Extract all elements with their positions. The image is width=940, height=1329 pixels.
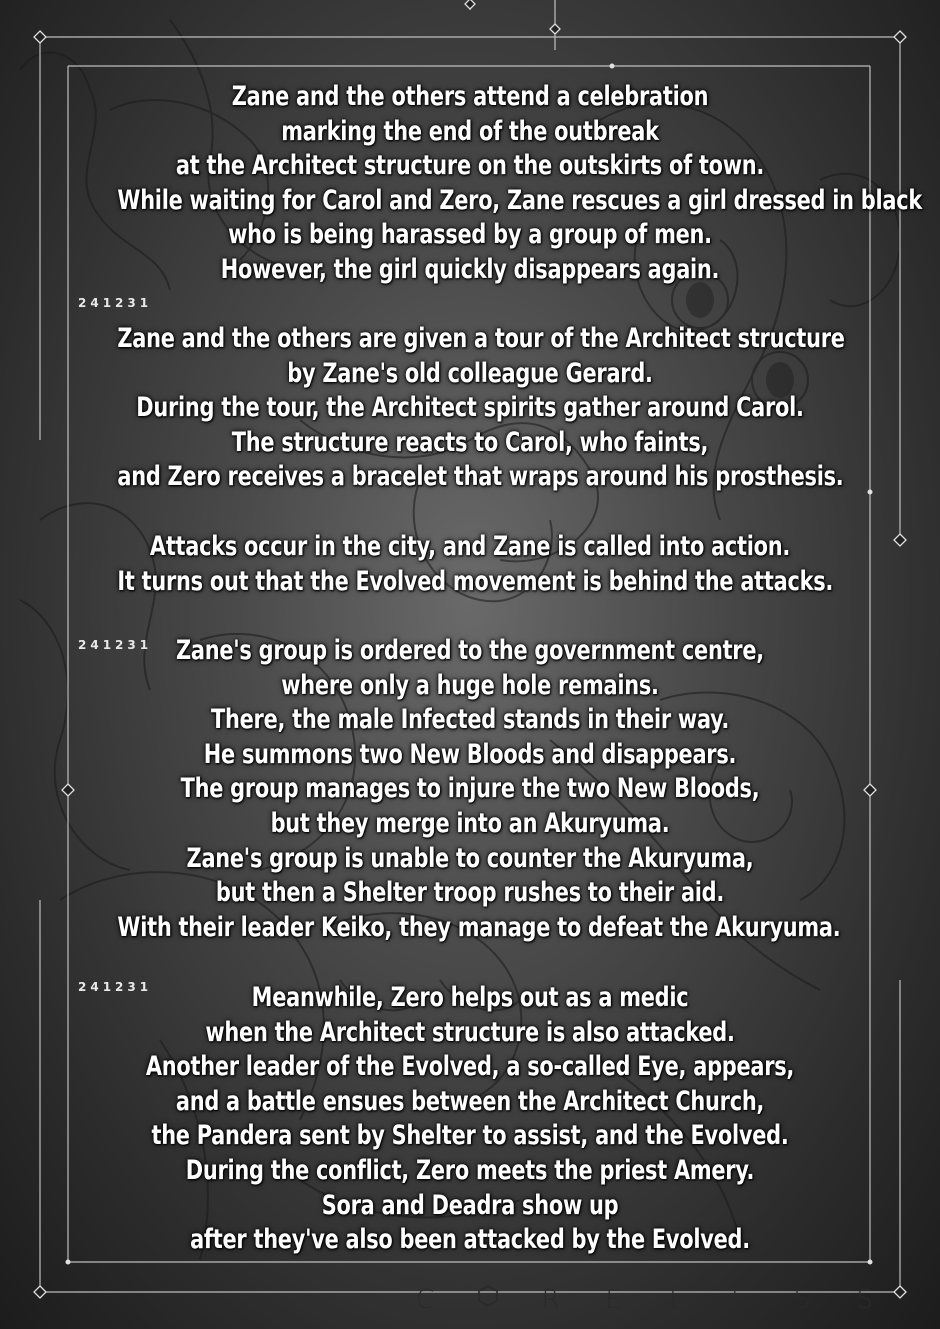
diamond-icon	[550, 24, 560, 34]
text-line: Zane's group is unable to counter the Akuryuma,	[186, 842, 754, 874]
brand-letter: S	[793, 1284, 811, 1315]
diamond-icon	[34, 31, 46, 43]
text-line: marking the end of the outbreak	[281, 115, 659, 147]
summary-paragraph-3	[117, 530, 834, 599]
brand-letter: C	[415, 1284, 435, 1315]
diamond-icon	[465, 0, 475, 9]
text-line: Zane's group is ordered to the government centre,	[176, 635, 764, 666]
text-line: He summons two New Bloods and disappears.	[203, 738, 737, 770]
diamond-icon	[894, 1286, 906, 1298]
text-line: It turns out that the Evolved movement is behind the attacks.	[117, 565, 834, 597]
summary-paragraph-4	[117, 634, 841, 945]
brand-wordmark	[410, 1284, 880, 1315]
section-code: 241231	[78, 296, 153, 310]
text-line: the Pandera sent by Shelter to assist, and the Evolved.	[151, 1120, 789, 1152]
brand-letter: S	[856, 1284, 874, 1315]
text-line: Attacks occur in the city, and Zane is called into action.	[149, 531, 791, 562]
summary-paragraph-1	[117, 80, 922, 288]
section-code: 241231	[78, 980, 153, 994]
text-line: Zane and the others are given a tour of the Architect structure	[117, 323, 845, 354]
text-line: but then a Shelter troop rushes to their aid.	[215, 877, 725, 909]
text-line: by Zane's old colleague Gerard.	[287, 357, 653, 389]
brand-letter: E	[731, 1284, 748, 1315]
hexagon-icon	[473, 1284, 503, 1315]
diamond-icon	[864, 784, 876, 796]
diamond-icon	[62, 784, 74, 796]
text-line: During the conflict, Zero meets the priest Amery.	[185, 1154, 755, 1186]
text-line: However, the girl quickly disappears again.	[220, 253, 720, 285]
text-line: where only a huge hole remains.	[281, 669, 659, 701]
diamond-icon	[34, 1286, 46, 1298]
text-line: at the Architect structure on the outskirts of town.	[175, 150, 765, 182]
summary-paragraph-2	[117, 322, 845, 495]
text-line: There, the male Infected stands in their way.	[210, 704, 730, 736]
text-line: and a battle ensues between the Architect Church,	[175, 1085, 765, 1117]
text-line: While waiting for Carol and Zero, Zane rescues a girl dressed in black	[117, 184, 922, 216]
text-line: Meanwhile, Zero helps out as a medic	[251, 982, 689, 1013]
text-line: Sora and Deadra show up	[321, 1189, 619, 1221]
summary-paragraph-5	[117, 981, 822, 1258]
text-line: Another leader of the Evolved, a so-called Eye, appears,	[145, 1051, 795, 1083]
text-line: During the tour, the Architect spirits gather around Carol.	[136, 392, 804, 424]
text-line: who is being harassed by a group of men.	[228, 219, 712, 251]
brand-letter: E	[605, 1284, 622, 1315]
text-line: With their leader Keiko, they manage to defeat the Akuryuma.	[117, 911, 841, 943]
text-line: but they merge into an Akuryuma.	[270, 807, 670, 839]
diamond-icon	[894, 534, 906, 546]
diamond-icon	[894, 31, 906, 43]
brand-letter: R	[541, 1284, 560, 1315]
text-line: The structure reacts to Carol, who faints,	[231, 426, 709, 458]
text-line: The group manages to injure the two New Bloods,	[180, 773, 760, 805]
text-line: after they've also been attacked by the Evolved.	[190, 1224, 750, 1256]
section-code: 241231	[78, 638, 153, 652]
brand-letter: L	[669, 1284, 684, 1315]
text-line: when the Architect structure is also attacked.	[205, 1016, 735, 1048]
text-line: and Zero receives a bracelet that wraps around his prosthesis.	[117, 461, 844, 493]
text-line: Zane and the others attend a celebration	[231, 81, 709, 112]
